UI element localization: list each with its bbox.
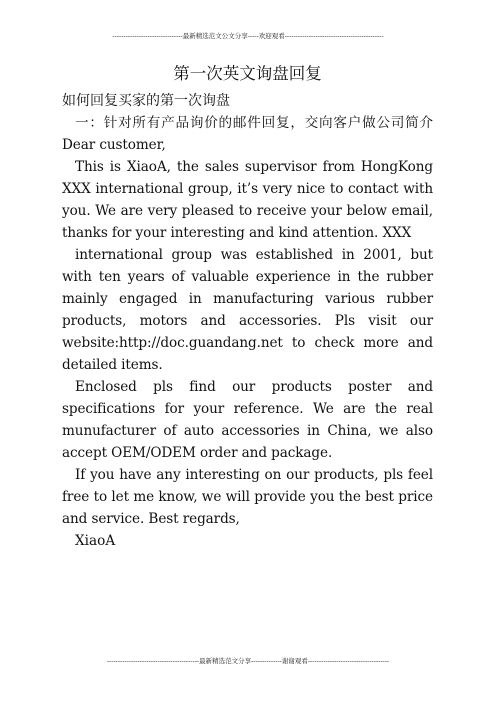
paragraph-company: international group was established in 2001, but with ten years of valuable experience in the rubber mainly engaged in manufacturing various rubber products, motors and accessories. Pls visit our website:http://doc.guandang.net to check more and detailed items.: [62, 247, 433, 373]
paragraph-enclosed: Enclosed pls find our products poster and specifications for your reference. We are the real munufacturer of auto accessories in China, we also accept OEM/ODEM order and package.: [62, 379, 433, 461]
signature: XiaoA: [75, 533, 116, 549]
document-heading: 如何回复买家的第一次询盘: [62, 93, 230, 109]
paragraph-intro: 一：针对所有产品询价的邮件回复，交向客户做公司简介 Dear customer,: [62, 115, 433, 153]
page-header: --------------------------------最新精选范文公文分享-----欢迎观看---------------------------------------------: [112, 32, 384, 40]
document-body: [62, 64, 433, 552]
paragraph-closing: If you have any interesting on our products, pls feel free to let me know, we will provide you the best price and service. Best regards,: [62, 467, 433, 527]
page-footer: ------------------------------------------最新精选范文分享--------------谢谢观看-------------------------------------: [106, 657, 390, 665]
paragraph-greeting: This is XiaoA, the sales supervisor from HongKong XXX international group, it’s very nice to contact with you. We are very pleased to receive your below email, thanks for your interesting and kind attention. XXX: [62, 159, 433, 241]
document-title: 第一次英文询盘回复: [173, 64, 322, 83]
